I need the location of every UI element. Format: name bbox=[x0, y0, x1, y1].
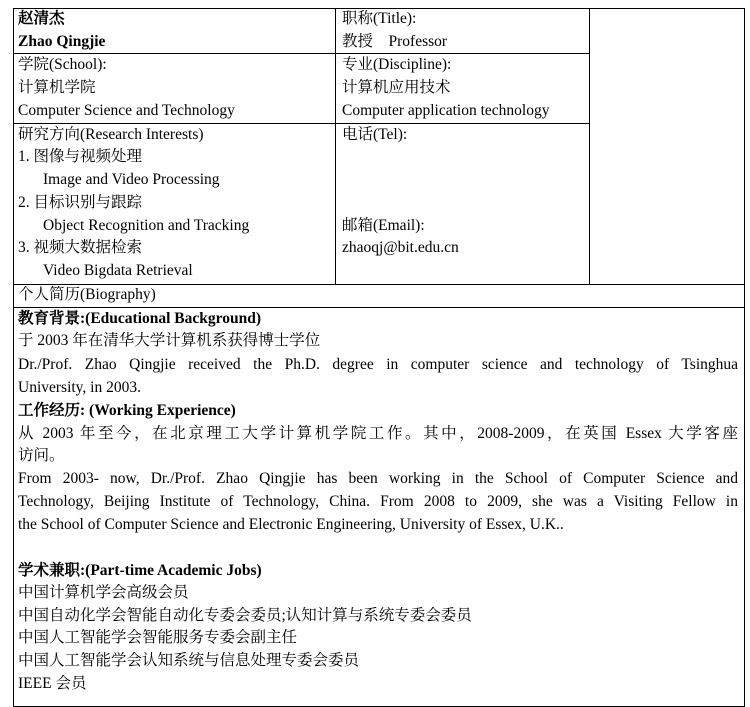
name-english: Zhao Qingjie bbox=[18, 33, 106, 50]
education-english-line-2: University, in 2003. bbox=[18, 379, 141, 396]
discipline-chinese: 计算机应用技术 bbox=[342, 79, 451, 96]
work-chinese-line-2: 访问。 bbox=[18, 447, 65, 464]
email-label: 邮箱(Email): bbox=[342, 217, 425, 234]
name-chinese: 赵清杰 bbox=[18, 10, 65, 27]
work-english-line-1: From 2003- now, Dr./Prof. Zhao Qingjie has been working in the School of Computer Science and bbox=[18, 470, 738, 487]
job-item-1: 中国计算机学会高级会员 bbox=[18, 584, 189, 601]
education-english-line-1: Dr./Prof. Zhao Qingjie received the Ph.D. degree in computer science and technology of Tsinghua bbox=[18, 356, 738, 373]
research-item-1-english: Image and Video Processing bbox=[43, 171, 220, 188]
photo-cell bbox=[589, 8, 745, 285]
discipline-english: Computer application technology bbox=[342, 102, 550, 119]
job-item-2: 中国自动化学会智能自动化专委会委员;认知计算与系统专委会委员 bbox=[18, 607, 472, 624]
job-item-5: IEEE 会员 bbox=[18, 675, 87, 692]
work-heading: 工作经历: (Working Experience) bbox=[18, 402, 236, 419]
job-item-4: 中国人工智能学会认知系统与信息处理专委会委员 bbox=[18, 652, 360, 669]
title-value: 教授 Professor bbox=[342, 33, 448, 50]
work-english-line-2: Technology, Beijing Institute of Technology, China. From 2008 to 2009, she was a Visiting Fellow in bbox=[18, 493, 738, 510]
research-item-3-chinese: 3. 视频大数据检索 bbox=[18, 239, 143, 256]
research-item-3-english: Video Bigdata Retrieval bbox=[43, 262, 193, 279]
research-item-2-english: Object Recognition and Tracking bbox=[43, 217, 250, 234]
jobs-heading: 学术兼职:(Part-time Academic Jobs) bbox=[18, 562, 262, 579]
research-item-1-chinese: 1. 图像与视频处理 bbox=[18, 148, 143, 165]
education-heading: 教育背景:(Educational Background) bbox=[18, 310, 262, 327]
school-english: Computer Science and Technology bbox=[18, 102, 235, 119]
work-chinese-line-1: 从 2003 年至今，在北京理工大学计算机学院工作。其中，2008-2009，在英国 Essex 大学客座 bbox=[18, 425, 738, 442]
discipline-label: 专业(Discipline): bbox=[342, 56, 452, 73]
title-label: 职称(Title): bbox=[342, 10, 417, 27]
tel-label: 电话(Tel): bbox=[342, 126, 408, 143]
research-label: 研究方向(Research Interests) bbox=[18, 126, 204, 143]
school-label: 学院(School): bbox=[18, 56, 107, 73]
education-chinese: 于 2003 年在清华大学计算机系获得博士学位 bbox=[18, 332, 321, 349]
email-value[interactable]: zhaoqj@bit.edu.cn bbox=[342, 239, 459, 256]
biography-label: 个人简历(Biography) bbox=[18, 286, 156, 303]
contact-cell bbox=[335, 123, 590, 285]
school-chinese: 计算机学院 bbox=[18, 79, 96, 96]
research-item-2-chinese: 2. 目标识别与跟踪 bbox=[18, 194, 143, 211]
work-english-line-3: the School of Computer Science and Electronic Engineering, University of Essex, U.K.. bbox=[18, 516, 564, 533]
job-item-3: 中国人工智能学会智能服务专委会副主任 bbox=[18, 629, 298, 646]
